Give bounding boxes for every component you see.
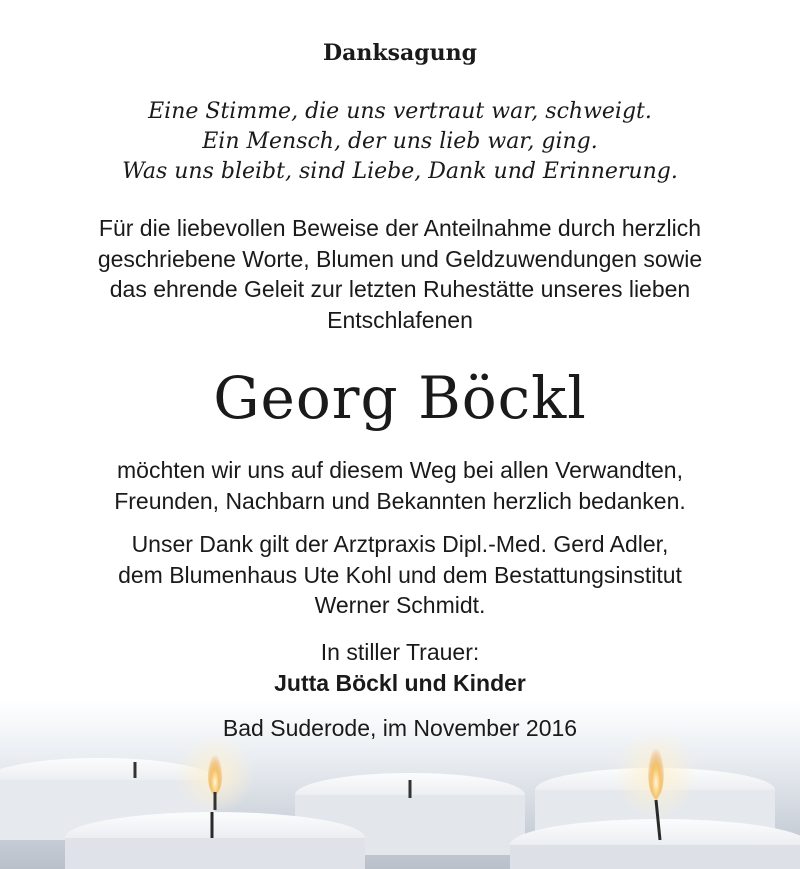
thanks-paragraph: [0, 455, 800, 516]
text-line: Freunden, Nachbarn und Bekannten herzlich bedanken.: [114, 487, 686, 514]
text-line: Für die liebevollen Beweise der Anteilnahme durch herzlich: [98, 215, 702, 241]
memorial-poem: [0, 97, 800, 187]
text-line: Unser Dank gilt der Arztpraxis Dipl.-Med. Gerd Adler,: [131, 531, 669, 557]
text-line: Entschlafenen: [327, 306, 473, 333]
poem-line: Eine Stimme, die uns vertraut war, schweigt.: [148, 99, 652, 124]
intro-paragraph: [0, 213, 800, 335]
mourning-label: In stiller Trauer:: [320, 639, 480, 665]
special-thanks-paragraph: [0, 529, 800, 621]
text-line: Werner Schmidt.: [314, 592, 486, 618]
text-line: dem Blumenhaus Ute Kohl und dem Bestattungsinstitut: [118, 561, 682, 588]
signers: Jutta Böckl und Kinder: [274, 670, 526, 696]
poem-line: Was uns bleibt, sind Liebe, Dank und Erinnerung.: [122, 159, 678, 184]
place-date: Bad Suderode, im November 2016: [222, 715, 578, 741]
mourning-block: [0, 637, 800, 699]
text-line: geschriebene Worte, Blumen und Geldzuwendungen sowie: [97, 245, 703, 272]
poem-line: Ein Mensch, der uns lieb war, ging.: [202, 129, 598, 154]
text-line: das ehrende Geleit zur letzten Ruhestätte unseres lieben: [109, 276, 691, 302]
text-line: möchten wir uns auf diesem Weg bei allen Verwandten,: [117, 457, 683, 483]
deceased-name: Georg Böckl: [213, 364, 587, 432]
notice-heading: Danksagung: [323, 40, 477, 66]
